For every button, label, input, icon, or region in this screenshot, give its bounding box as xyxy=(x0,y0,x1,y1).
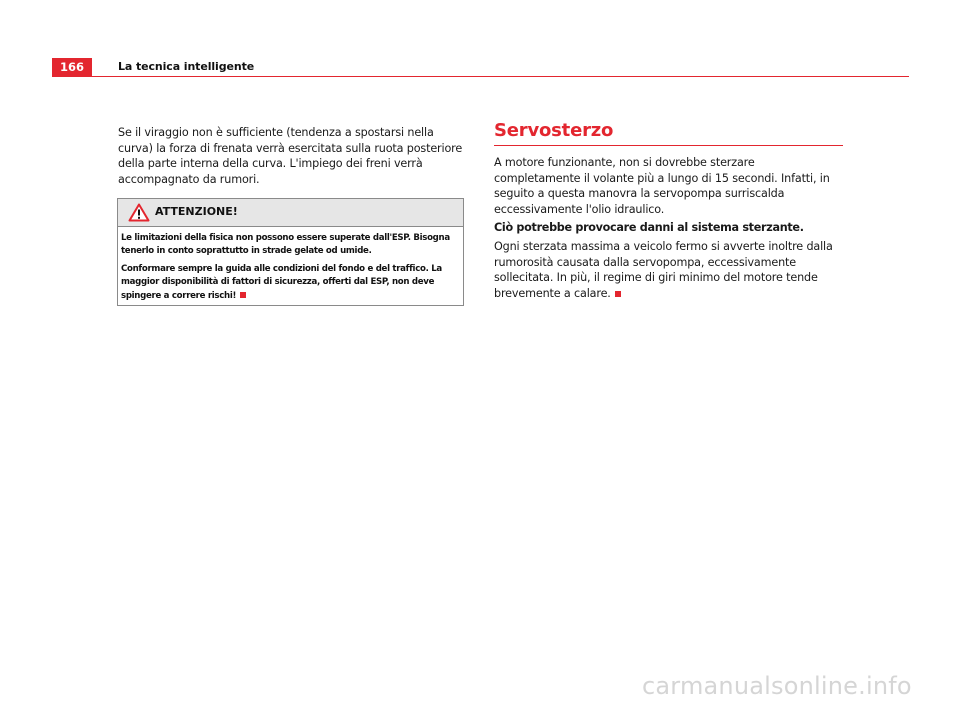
warning-triangle-icon xyxy=(128,203,150,222)
warning-title: ATTENZIONE! xyxy=(155,205,238,218)
warning-paragraph-text: Conformare sempre la guida alle condizioni del fondo e del traffico. La maggior disponibilità di fattori di sicurezza, offerti dal ESP, non deve spingere a correre rischi! xyxy=(121,263,442,301)
header-rule xyxy=(92,76,909,77)
end-of-section-marker xyxy=(615,291,621,297)
intro-paragraph: Se il viraggio non è sufficiente (tendenza a spostarsi nella curva) la forza di frenata verrà esercitata sulla ruota posteriore della parte interna della curva. L'impiego dei freni verrà accompagnato da rumori. xyxy=(118,126,463,186)
right-column xyxy=(494,118,844,301)
warning-paragraph-end xyxy=(121,263,459,303)
warning-header xyxy=(118,199,463,227)
warning-paragraph: Le limitazioni della fisica non possono essere superate dall'ESP. Bisogna tenerlo in conto soprattutto in strade gelate od umide. xyxy=(121,233,450,257)
section-bold-note: Ciò potrebbe provocare danni al sistema sterzante. xyxy=(494,221,804,235)
end-of-section-marker xyxy=(240,292,246,298)
watermark: carmanualsonline.info xyxy=(642,672,912,700)
left-column xyxy=(118,125,468,187)
section-paragraph: A motore funzionante, non si dovrebbe sterzare completamente il volante più a lungo di 15 secondi. Infatti, in seguito a questa manovra la servopompa surriscalda eccessivamente l'olio idraulico. xyxy=(494,156,830,216)
running-header-title: La tecnica intelligente xyxy=(118,60,255,73)
warning-box xyxy=(117,198,464,306)
section-paragraph-text: Ogni sterzata massima a veicolo fermo si avverte inoltre dalla rumorosità causata dalla servopompa, eccessivamente sollecitata. In più, il regime di giri minimo del motore tende brevemente a calare. xyxy=(494,239,833,300)
section-title: Servosterzo xyxy=(494,120,614,141)
page-number: 166 xyxy=(52,58,92,77)
section-paragraph-end xyxy=(494,239,844,301)
section-title-rule xyxy=(494,145,843,146)
warning-body xyxy=(118,227,463,303)
